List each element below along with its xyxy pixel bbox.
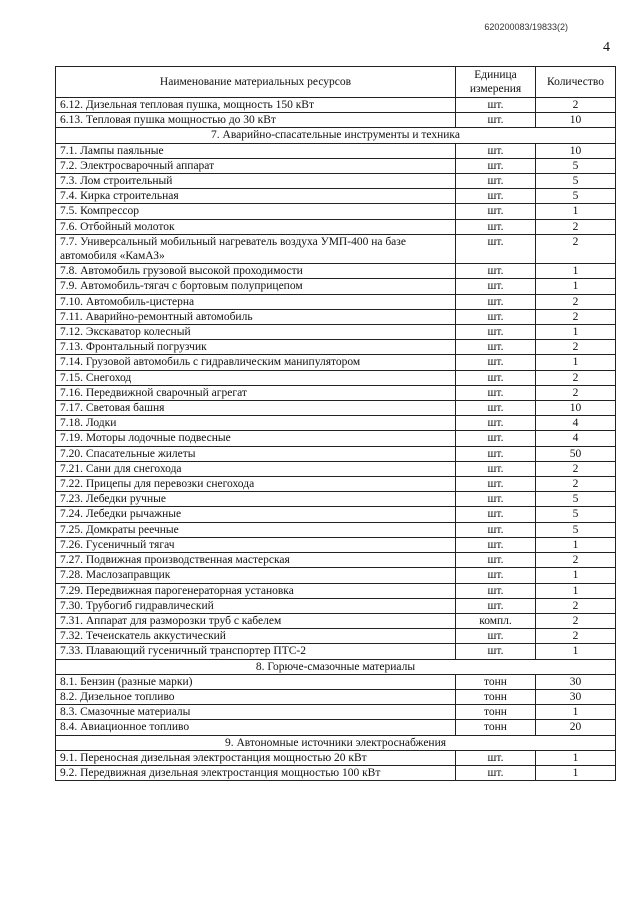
table-row (56, 477, 616, 492)
table-row (56, 674, 616, 689)
table-row (56, 340, 616, 355)
item-name: 7.33. Плавающий гусеничный транспортер ПТС-2 (56, 644, 456, 659)
item-quantity: 2 (536, 385, 616, 400)
item-name: 8.4. Авиационное топливо (56, 720, 456, 735)
table-row (56, 461, 616, 476)
table-row (56, 189, 616, 204)
item-quantity: 5 (536, 522, 616, 537)
item-name: 7.6. Отбойный молоток (56, 219, 456, 234)
item-name: 7.3. Лом строительный (56, 174, 456, 189)
item-name: 7.24. Лебедки рычажные (56, 507, 456, 522)
table-row (56, 204, 616, 219)
item-quantity: 1 (536, 325, 616, 340)
item-unit: шт. (456, 598, 536, 613)
section-title: 7. Аварийно-спасательные инструменты и техника (56, 128, 616, 143)
document-code: 620200083/19833(2) (484, 22, 568, 32)
item-quantity: 1 (536, 204, 616, 219)
item-name: 8.3. Смазочные материалы (56, 705, 456, 720)
item-unit: тонн (456, 689, 536, 704)
item-quantity: 10 (536, 113, 616, 128)
item-quantity: 1 (536, 537, 616, 552)
item-unit: шт. (456, 355, 536, 370)
item-quantity: 2 (536, 553, 616, 568)
item-name: 7.1. Лампы паяльные (56, 143, 456, 158)
item-unit: шт. (456, 629, 536, 644)
item-name: 6.12. Дизельная тепловая пушка, мощность 150 кВт (56, 98, 456, 113)
item-name: 7.25. Домкраты реечные (56, 522, 456, 537)
item-unit: шт. (456, 416, 536, 431)
table-row (56, 553, 616, 568)
item-unit: компл. (456, 613, 536, 628)
section-row (56, 659, 616, 674)
item-unit: шт. (456, 765, 536, 780)
item-quantity: 2 (536, 219, 616, 234)
item-unit: шт. (456, 385, 536, 400)
table-row (56, 325, 616, 340)
item-quantity: 2 (536, 598, 616, 613)
item-unit: шт. (456, 219, 536, 234)
item-name: 7.28. Маслозаправщик (56, 568, 456, 583)
item-unit: шт. (456, 750, 536, 765)
item-quantity: 1 (536, 750, 616, 765)
table-row (56, 705, 616, 720)
item-name: 7.12. Экскаватор колесный (56, 325, 456, 340)
item-unit: шт. (456, 309, 536, 324)
section-row (56, 735, 616, 750)
table-row (56, 143, 616, 158)
item-name: 7.14. Грузовой автомобиль с гидравлическим манипулятором (56, 355, 456, 370)
item-quantity: 30 (536, 674, 616, 689)
item-name: 7.27. Подвижная производственная мастерская (56, 553, 456, 568)
table-row (56, 568, 616, 583)
table-header-row (56, 67, 616, 98)
item-quantity: 1 (536, 705, 616, 720)
item-quantity: 2 (536, 309, 616, 324)
table-row (56, 234, 616, 263)
item-unit: шт. (456, 234, 536, 263)
table-row (56, 598, 616, 613)
item-quantity: 2 (536, 629, 616, 644)
item-name: 7.20. Спасательные жилеты (56, 446, 456, 461)
item-quantity: 20 (536, 720, 616, 735)
section-row (56, 128, 616, 143)
item-name: 7.15. Снегоход (56, 370, 456, 385)
item-unit: шт. (456, 537, 536, 552)
table-row (56, 689, 616, 704)
item-unit: шт. (456, 279, 536, 294)
table-row (56, 750, 616, 765)
item-unit: шт. (456, 204, 536, 219)
item-name: 7.16. Передвижной сварочный агрегат (56, 385, 456, 400)
item-name: 7.18. Лодки (56, 416, 456, 431)
item-quantity: 50 (536, 446, 616, 461)
item-quantity: 5 (536, 492, 616, 507)
table-row (56, 431, 616, 446)
item-quantity: 2 (536, 340, 616, 355)
table-row (56, 174, 616, 189)
table-row (56, 370, 616, 385)
item-unit: шт. (456, 113, 536, 128)
item-name: 7.23. Лебедки ручные (56, 492, 456, 507)
item-unit: шт. (456, 461, 536, 476)
item-unit: шт. (456, 370, 536, 385)
item-name: 7.32. Течеискатель аккустический (56, 629, 456, 644)
table-row (56, 355, 616, 370)
item-quantity: 2 (536, 98, 616, 113)
table-row (56, 279, 616, 294)
item-quantity: 1 (536, 765, 616, 780)
column-header-name: Наименование материальных ресурсов (56, 67, 456, 98)
item-name: 7.5. Компрессор (56, 204, 456, 219)
item-quantity: 5 (536, 189, 616, 204)
item-unit: шт. (456, 325, 536, 340)
item-unit: шт. (456, 583, 536, 598)
item-quantity: 2 (536, 370, 616, 385)
item-quantity: 30 (536, 689, 616, 704)
table-row (56, 219, 616, 234)
section-title: 9. Автономные источники электроснабжения (56, 735, 616, 750)
item-name: 7.8. Автомобиль грузовой высокой проходимости (56, 264, 456, 279)
column-header-unit: Единица измерения (456, 67, 536, 98)
item-name: 7.11. Аварийно-ремонтный автомобиль (56, 309, 456, 324)
table-row (56, 446, 616, 461)
item-quantity: 1 (536, 355, 616, 370)
table-row (56, 507, 616, 522)
table-row (56, 583, 616, 598)
table-row (56, 522, 616, 537)
table-row (56, 416, 616, 431)
item-unit: шт. (456, 644, 536, 659)
item-quantity: 4 (536, 431, 616, 446)
item-unit: шт. (456, 158, 536, 173)
table-row (56, 765, 616, 780)
table-row (56, 294, 616, 309)
item-name: 7.7. Универсальный мобильный нагреватель воздуха УМП-400 на базе автомобиля «КамАЗ» (56, 234, 456, 263)
table-row (56, 401, 616, 416)
item-quantity: 2 (536, 234, 616, 263)
item-unit: шт. (456, 264, 536, 279)
item-unit: шт. (456, 507, 536, 522)
item-unit: шт. (456, 553, 536, 568)
table-row (56, 492, 616, 507)
table-body (56, 98, 616, 781)
item-quantity: 2 (536, 477, 616, 492)
item-unit: тонн (456, 705, 536, 720)
item-name: 7.2. Электросварочный аппарат (56, 158, 456, 173)
item-unit: шт. (456, 189, 536, 204)
table-row (56, 613, 616, 628)
item-name: 8.2. Дизельное топливо (56, 689, 456, 704)
item-name: 7.4. Кирка строительная (56, 189, 456, 204)
item-unit: шт. (456, 568, 536, 583)
item-quantity: 4 (536, 416, 616, 431)
item-name: 7.31. Аппарат для разморозки труб с кабелем (56, 613, 456, 628)
table-row (56, 309, 616, 324)
item-quantity: 5 (536, 507, 616, 522)
item-unit: шт. (456, 340, 536, 355)
table-row (56, 98, 616, 113)
item-unit: шт. (456, 446, 536, 461)
item-unit: шт. (456, 431, 536, 446)
item-unit: шт. (456, 143, 536, 158)
table-row (56, 644, 616, 659)
section-title: 8. Горюче-смазочные материалы (56, 659, 616, 674)
item-name: 7.19. Моторы лодочные подвесные (56, 431, 456, 446)
item-unit: шт. (456, 174, 536, 189)
item-unit: шт. (456, 522, 536, 537)
column-header-quantity: Количество (536, 67, 616, 98)
table-row (56, 537, 616, 552)
item-quantity: 1 (536, 568, 616, 583)
item-quantity: 10 (536, 401, 616, 416)
item-name: 7.29. Передвижная парогенераторная установка (56, 583, 456, 598)
item-unit: тонн (456, 674, 536, 689)
item-name: 9.2. Передвижная дизельная электростанция мощностью 100 кВт (56, 765, 456, 780)
item-quantity: 1 (536, 279, 616, 294)
item-quantity: 5 (536, 174, 616, 189)
item-name: 7.9. Автомобиль-тягач с бортовым полуприцепом (56, 279, 456, 294)
item-name: 7.13. Фронтальный погрузчик (56, 340, 456, 355)
item-name: 9.1. Переносная дизельная электростанция мощностью 20 кВт (56, 750, 456, 765)
item-unit: шт. (456, 294, 536, 309)
item-unit: тонн (456, 720, 536, 735)
item-quantity: 1 (536, 264, 616, 279)
table-row (56, 720, 616, 735)
item-quantity: 1 (536, 583, 616, 598)
item-name: 7.21. Сани для снегохода (56, 461, 456, 476)
item-quantity: 5 (536, 158, 616, 173)
item-quantity: 1 (536, 644, 616, 659)
table-row (56, 264, 616, 279)
page-number: 4 (603, 40, 610, 55)
item-name: 6.13. Тепловая пушка мощностью до 30 кВт (56, 113, 456, 128)
item-name: 7.30. Трубогиб гидравлический (56, 598, 456, 613)
item-quantity: 2 (536, 461, 616, 476)
item-quantity: 2 (536, 294, 616, 309)
resources-table (55, 66, 616, 781)
table-row (56, 385, 616, 400)
item-unit: шт. (456, 98, 536, 113)
item-unit: шт. (456, 477, 536, 492)
item-name: 7.17. Световая башня (56, 401, 456, 416)
item-unit: шт. (456, 492, 536, 507)
item-quantity: 10 (536, 143, 616, 158)
table-row (56, 158, 616, 173)
table-row (56, 629, 616, 644)
item-name: 8.1. Бензин (разные марки) (56, 674, 456, 689)
table-row (56, 113, 616, 128)
item-name: 7.22. Прицепы для перевозки снегохода (56, 477, 456, 492)
item-unit: шт. (456, 401, 536, 416)
item-quantity: 2 (536, 613, 616, 628)
item-name: 7.26. Гусеничный тягач (56, 537, 456, 552)
item-name: 7.10. Автомобиль-цистерна (56, 294, 456, 309)
